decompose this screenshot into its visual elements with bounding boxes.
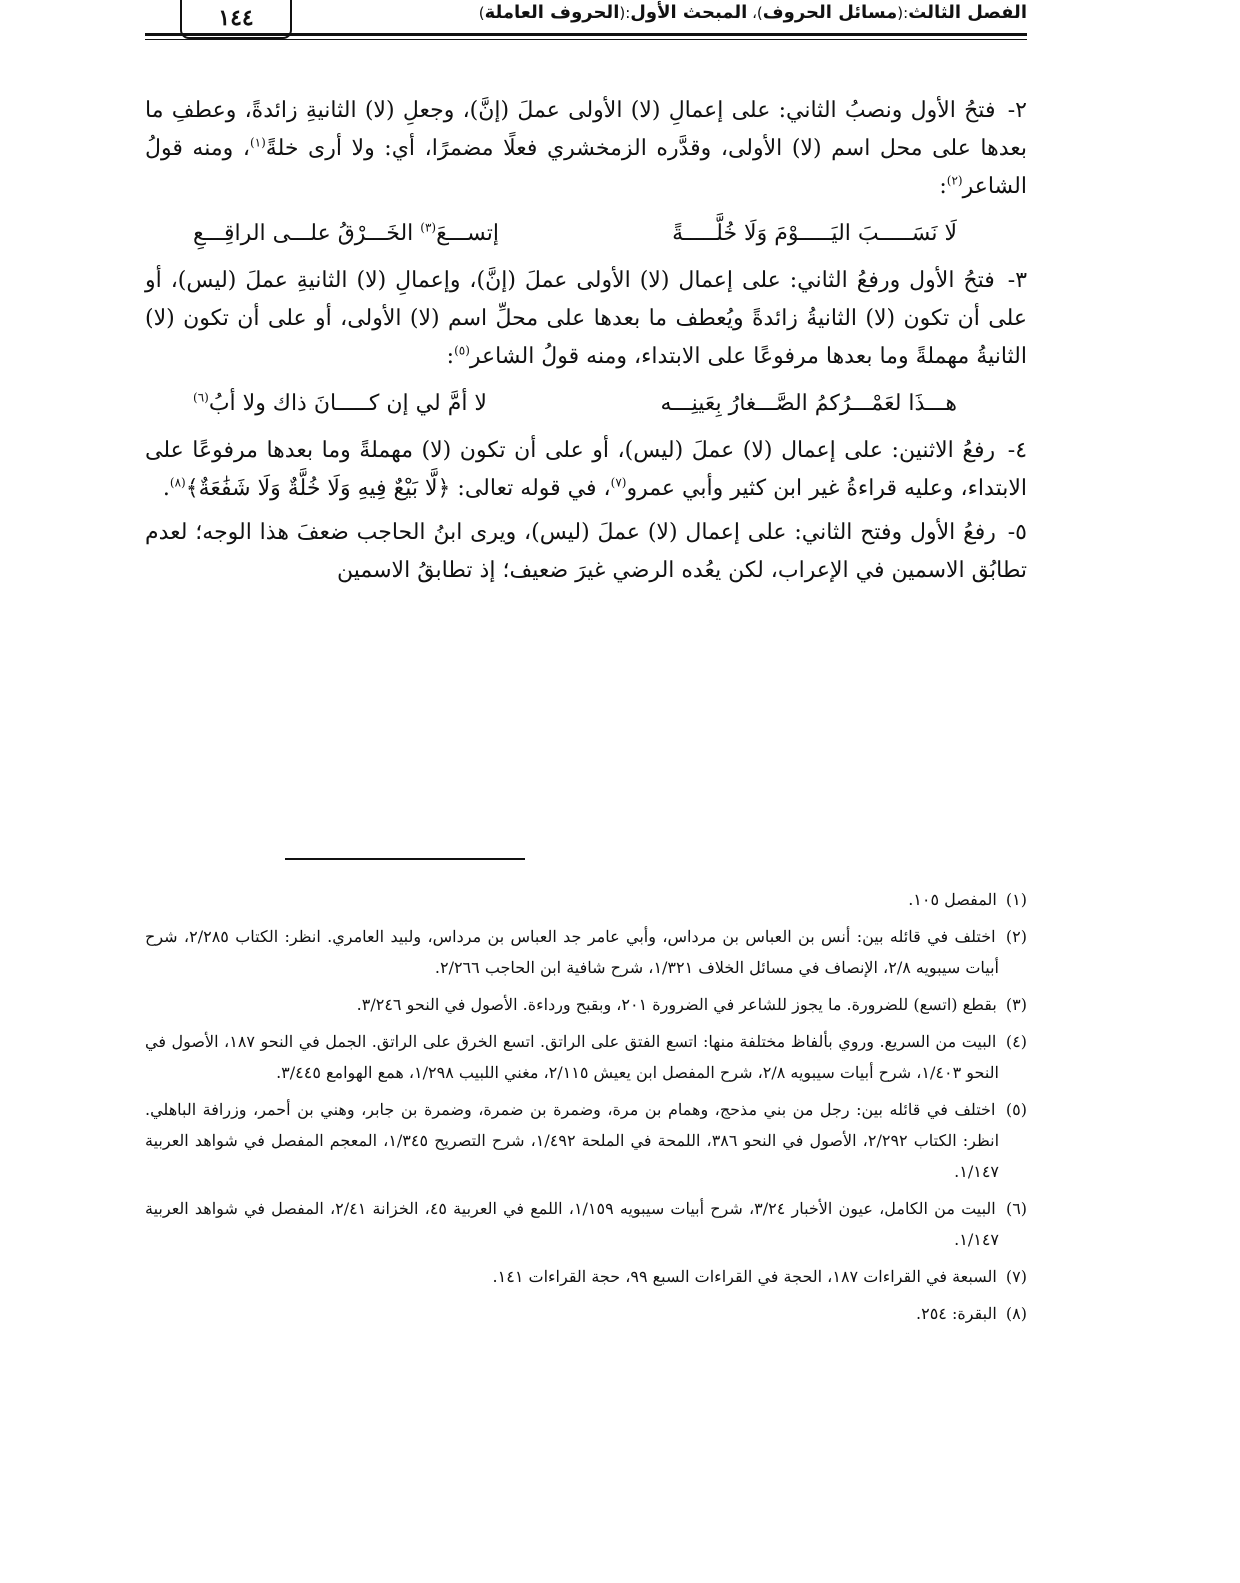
footnote-item: (٨) البقرة: ٢٥٤. — [916, 1304, 1027, 1323]
footnote-item: (٢) اختلف في قائله بين: أنس بن العباس بن مرداس، وأبي عامر جد العباس بن مرداس، ولبيد العامري. انظر: الكتاب ٢/٢٨٥، شرح أبيات سيبويه ٢/٨، الإنصاف في مسائل الخلاف ١/٣٢١، شرح شافية ابن الحاجب ٢/٢٦٦. — [145, 927, 1027, 977]
paragraph-4: ٤- رفعُ الاثنين: على إعمال (لا) عملَ (ليس)، أو على أن تكون (لا) مهملةً وما بعدها مرفوعًا على الابتداء، وعليه قراءةُ غير ابن كثير وأبي عمرو$^{(٧)}$، في قوله تعالى: ﴿لَّا بَيْعٌ فِيهِ وَلَا خُلَّةٌ وَلَا شَفَٰعَةٌ﴾$^{(٨)}$. — [145, 438, 1028, 501]
footnote-item: (١) المفصل ١٠٥. — [908, 890, 1027, 909]
chapter-title: الفصل الثالث:(مسائل الحروف)، المبحث الأول:(الحروف العاملة) — [478, 2, 1027, 23]
subsection-label: المبحث الأول — [630, 2, 748, 23]
paragraph-number: ٢- — [1007, 98, 1027, 123]
footnote-mark: (٢) — [1005, 927, 1027, 946]
footnote-mark: (٥) — [1005, 1100, 1028, 1119]
footnote-ref[interactable]: (١) — [249, 135, 266, 150]
verse-second-half: لا أمَّ لي إن كـــــانَ ذاك ولا أبُ$^{(٦)}$ — [193, 390, 487, 416]
footnote-mark: (٧) — [1005, 1267, 1027, 1286]
paragraph-number: ٥- — [1007, 520, 1027, 545]
footnote-separator — [285, 858, 525, 860]
verse-first-half: لَا نَسَـــــبَ اليَـــــوْمَ وَلَا خُلَّـــــةً — [672, 221, 957, 246]
running-header — [145, 0, 1027, 44]
poetry-verse — [145, 212, 1027, 256]
footnote-ref[interactable]: (٧) — [610, 475, 627, 490]
paragraph-number: ٤- — [1007, 438, 1028, 463]
paragraph-number: ٣- — [1007, 268, 1028, 293]
footnote-mark: (٤) — [1005, 1032, 1027, 1051]
poetry-verse — [145, 382, 1027, 426]
footnote-mark: (٨) — [1005, 1304, 1027, 1323]
footnote-item: (٧) السبعة في القراءات ١٨٧، الحجة في القراءات السبع ٩٩، حجة القراءات ١٤١. — [492, 1267, 1027, 1286]
footnote-ref[interactable]: (٣) — [420, 220, 437, 235]
main-text — [145, 92, 1027, 590]
section-label: مسائل الحروف — [762, 2, 898, 23]
footnote-ref[interactable]: (٢) — [946, 173, 963, 188]
footnote-mark: (٦) — [1005, 1199, 1028, 1218]
footnote-mark: (٣) — [1005, 995, 1027, 1014]
header-rule-thick — [145, 33, 1027, 36]
footnote-item: (٣) بقطع (اتسع) للضرورة. ما يجوز للشاعر في الضرورة ٢٠١، وبقبح ورداءة. الأصول في النحو ٣/٢٤٦. — [356, 995, 1027, 1014]
footnote-ref[interactable]: (٨) — [169, 475, 186, 490]
paragraph-3: ٣- فتحُ الأول ورفعُ الثاني: على إعمال (لا) الأولى عملَ (إنَّ)، وإعمالِ (لا) الثانيةِ عملَ (ليس)، أو على أن تكون (لا) الثانيةُ زائدةً ويُعطف ما بعدها على محلِّ اسم (لا) الأولى، أو على أن تكون (لا) الثانيةُ مهملةً وما بعدها مرفوعًا على الابتداء، ومنه قولُ الشاعر$^{(٥)}$: — [145, 268, 1028, 369]
footnote-ref[interactable]: (٥) — [454, 343, 470, 358]
book-page — [145, 0, 1027, 1583]
footnotes — [145, 884, 1027, 1335]
footnote-item: (٥) اختلف في قائله بين: رجل من بني مذحج، وهمام بن مرة، وضمرة بن ضمرة، وضمرة بن جابر، وهني بن أحمر، وزرافة الباهلي. انظر: الكتاب ٢/٢٩٢، الأصول في النحو ٣٨٦، اللمحة في الملحة ١/٤٩٢، شرح التصريح ١/٣٤٥، المعجم المفصل في شواهد العربية ١/١٤٧. — [145, 1100, 1028, 1181]
page-number: ١٤٤ — [180, 0, 292, 39]
footnote-mark: (١) — [1005, 890, 1027, 909]
chapter-label: الفصل الثالث — [908, 2, 1027, 23]
footnote-item: (٤) البيت من السريع. وروي بألفاظ مختلفة منها: اتسع الفتق على الراتق. اتسع الخرق على الراتق. الجمل في النحو ١٨٧، الأصول في النحو ١/٤٠٣، شرح أبيات سيبويه ٢/٨، شرح المفصل ابن يعيش ٢/١١٥، مغني اللبيب ١/٢٩٨، همع الهوامع ٣/٤٤٥. — [145, 1032, 1027, 1082]
footnote-item: (٦) البيت من الكامل، عيون الأخبار ٣/٢٤، شرح أبيات سيبويه ١/١٥٩، اللمع في العربية ٤٥، الخزانة ٢/٤١، المفصل في شواهد العربية ١/١٤٧. — [145, 1199, 1028, 1249]
verse-second-half: إتســـعَ$^{(٣)}$ الخَـــرْقُ علـــى الراقِـــعِ — [193, 220, 499, 246]
header-rule-thin — [145, 39, 1027, 40]
topic-label: الحروف العاملة — [484, 2, 620, 23]
verse-first-half: هـــذَا لعَمْـــرُكمُ الصَّـــغارُ بِعَينِـــه — [660, 391, 957, 416]
paragraph-2: ٢- فتحُ الأول ونصبُ الثاني: على إعمالِ (لا) الأولى عملَ (إنَّ)، وجعلِ (لا) الثانيةِ زائدةً، وعطفِ ما بعدها على محل اسم (لا) الأولى، وقدَّره الزمخشري فعلًا مضمرًا، أي: ولا أرى خلةً$^{(١)}$، ومنه قولُ الشاعر$^{(٢)}$: — [145, 98, 1028, 199]
paragraph-5: ٥- رفعُ الأول وفتح الثاني: على إعمال (لا) عملَ (ليس)، ويرى ابنُ الحاجب ضعفَ هذا الوجه؛ لعدم تطابُق الاسمين في الإعراب، لكن يعُده الرضي غيرَ ضعيف؛ إذ تطابقُ الاسمين — [145, 520, 1027, 583]
footnote-ref[interactable]: (٦) — [193, 390, 209, 405]
